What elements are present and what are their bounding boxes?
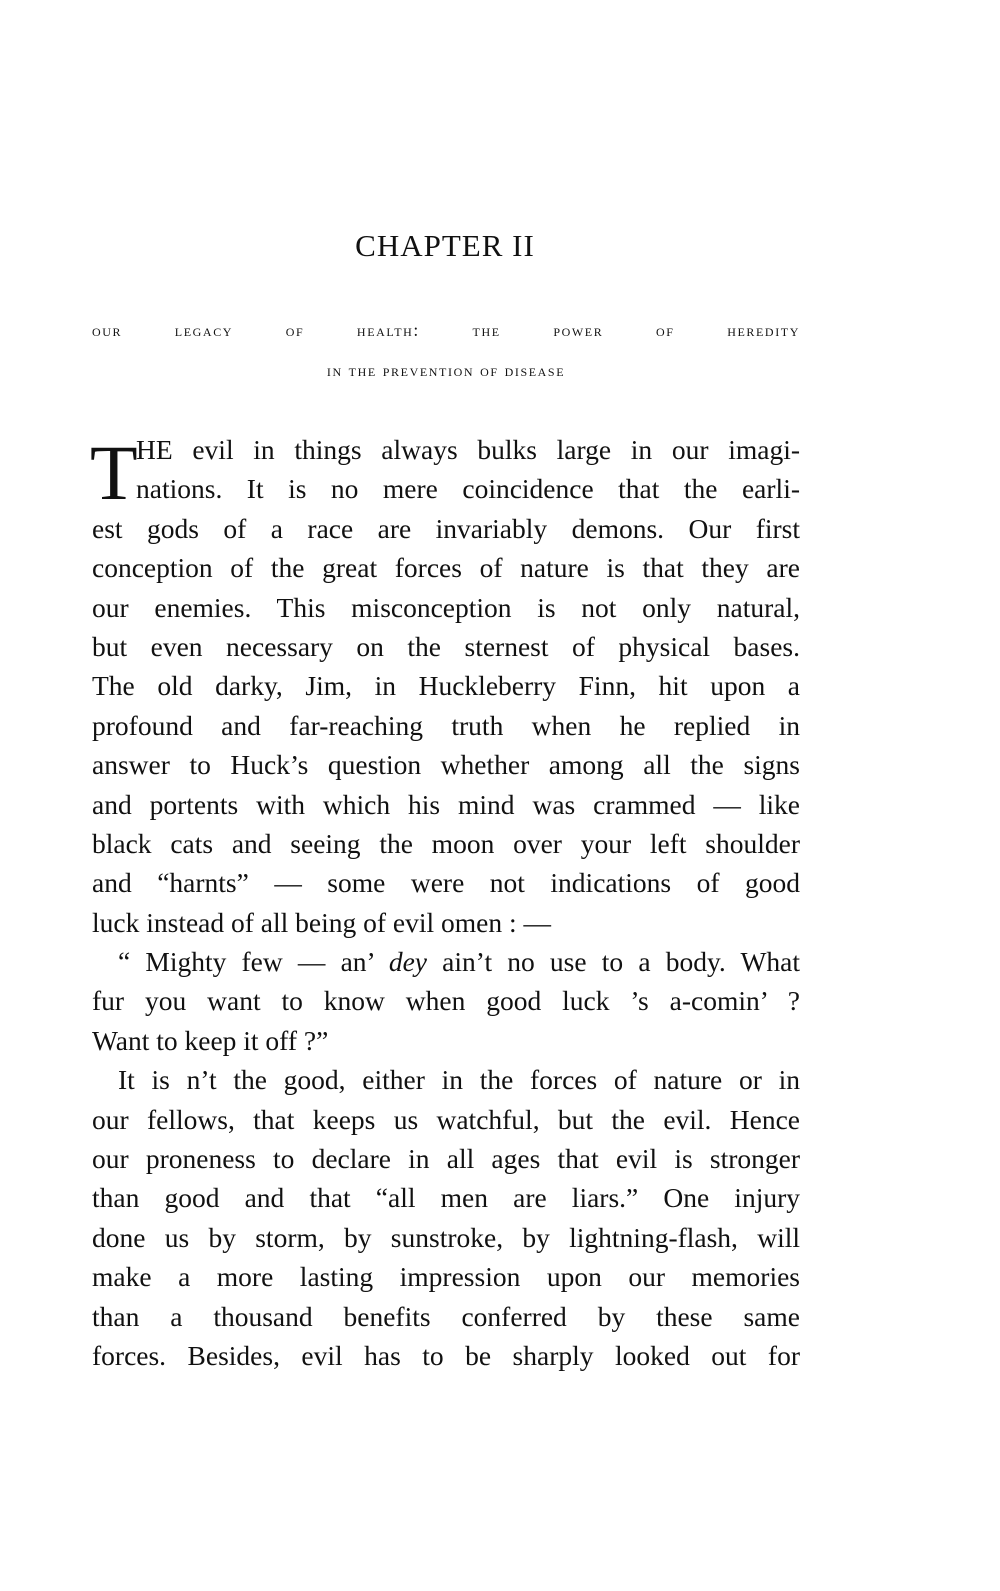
text-line [92, 1178, 800, 1217]
text-line [92, 706, 800, 745]
text-line [92, 1218, 800, 1257]
text-segment: conception of the great forces of nature is that they are [92, 552, 800, 584]
text-line [92, 1100, 800, 1139]
text-line [92, 1257, 800, 1296]
text-segment: nations. It is no mere coincidence that the earli- [136, 473, 800, 505]
text-line [92, 903, 800, 942]
text-line [92, 981, 800, 1020]
text-line [92, 588, 800, 627]
text-line [92, 745, 800, 784]
text-line [92, 666, 800, 705]
text-segment: black cats and seeing the moon over your left shoulder [92, 827, 800, 859]
text-line [92, 509, 800, 548]
chapter-subtitle-line-2: in the prevention of disease [326, 360, 566, 380]
text-segment: make a more lasting impression upon our memories [92, 1261, 800, 1293]
text-line [92, 1336, 800, 1375]
text-line [92, 824, 800, 863]
text-segment: fur you want to know when good luck ’s a-comin’ ? [92, 985, 800, 1017]
chapter-title: CHAPTER II [355, 228, 535, 263]
text-segment: answer to Huck’s question whether among all the signs [92, 749, 800, 781]
text-segment: luck instead of all being of evil omen : — [92, 906, 551, 938]
text-segment: est gods of a race are invariably demons. Our first [92, 512, 800, 544]
text-segment: than a thousand benefits conferred by these same [92, 1300, 800, 1332]
text-segment: but even necessary on the sternest of physical bases. [92, 630, 800, 662]
text-segment: profound and far-reaching truth when he replied in [92, 709, 800, 741]
text-line [92, 863, 800, 902]
text-line [92, 942, 800, 981]
text-segment: HE evil in things always bulks large in our imagi- [136, 434, 800, 465]
text-segment: our fellows, that keeps us watchful, but the evil. Hence [92, 1103, 800, 1135]
text-segment: It is n’t the good, either in the forces of nature or in [118, 1064, 800, 1096]
text-segment: “ Mighty few — an’ [118, 946, 389, 978]
text-segment: and portents with which his mind was crammed — like [92, 788, 800, 820]
text-segment: done us by storm, by sunstroke, by lightning-flash, will [92, 1221, 800, 1253]
text-segment: and “harnts” — some were not indications of good [92, 867, 800, 899]
text-line [92, 548, 800, 587]
body-text [92, 430, 800, 1375]
text-segment: ain’t no use to a body. What [427, 946, 801, 978]
drop-cap: T [90, 429, 138, 516]
text-segment: Want to keep it off ?” [92, 1024, 329, 1056]
text-line [92, 1297, 800, 1336]
text-segment: our enemies. This misconception is not only natural, [92, 591, 800, 623]
text-segment: our proneness to declare in all ages that evil is stronger [92, 1143, 800, 1175]
text-line [92, 469, 800, 508]
text-line [92, 1021, 800, 1060]
text-line [92, 785, 800, 824]
chapter-subtitle-line-1: our legacy of health: the power of heredity [92, 320, 800, 340]
italic-word: dey [388, 946, 428, 978]
text-line [92, 627, 800, 666]
text-line [92, 1139, 800, 1178]
text-segment: forces. Besides, evil has to be sharply looked out for [92, 1339, 800, 1371]
text-line [92, 430, 800, 469]
text-line [92, 1060, 800, 1099]
text-segment: The old darky, Jim, in Huckleberry Finn, hit upon a [92, 670, 800, 702]
text-segment: than good and that “all men are liars.” One injury [92, 1182, 800, 1214]
